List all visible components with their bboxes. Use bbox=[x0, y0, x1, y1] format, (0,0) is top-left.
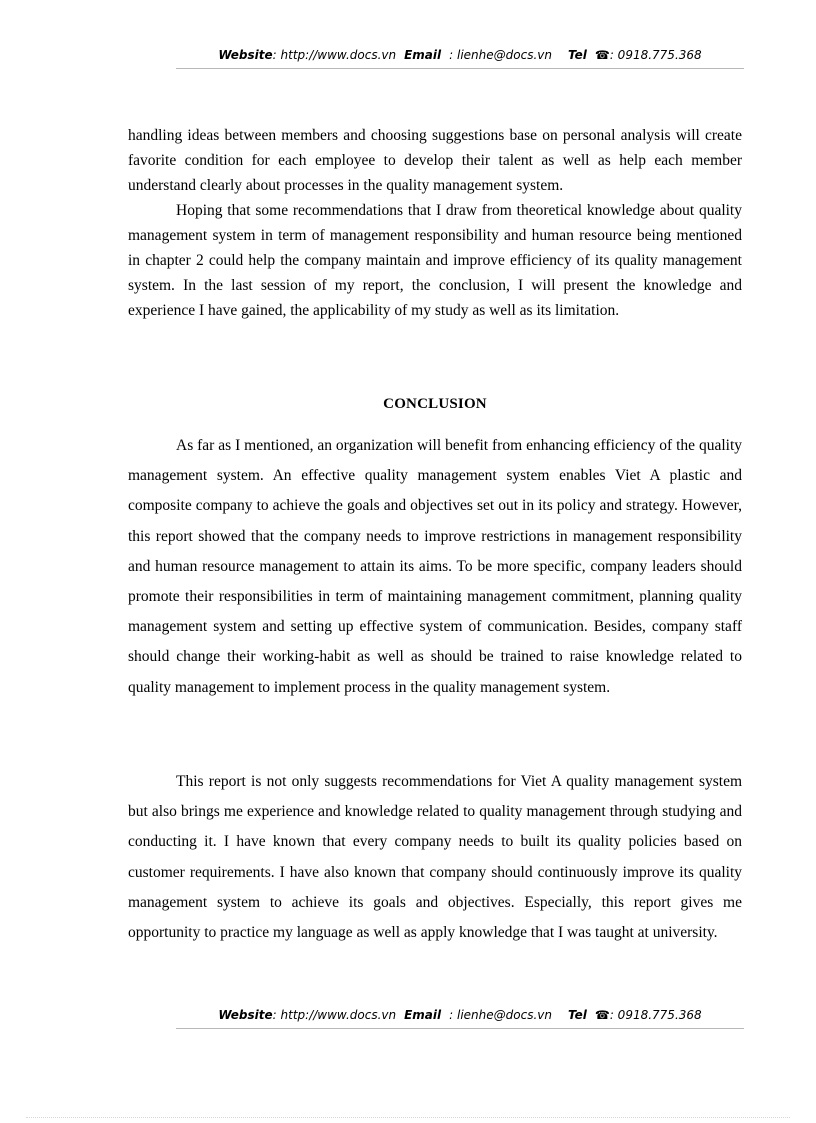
header-website-link[interactable]: : http://www.docs.vn bbox=[272, 48, 397, 62]
body-text-top bbox=[128, 123, 742, 323]
paragraph-conclusion-1: As far as I mentioned, an organization will benefit from enhancing efficiency of the quality management system. An effective quality management system enables Viet A plastic and composite company to achieve the goals and objectives set out in its policy and strategy. However, this report showed that the company needs to improve restrictions in management responsibility and human resource management to attain its aims. To be more specific, company leaders should promote their responsibilities in term of maintaining management commitment, planning quality management system and setting up effective system of communication. Besides, company staff should change their working-habit as well as should be trained to raise knowledge related to quality management to implement process in the quality management system. bbox=[128, 437, 742, 696]
phone-icon: ☎ bbox=[594, 1008, 610, 1022]
page-footer bbox=[176, 1008, 744, 1022]
footer-rule bbox=[176, 1028, 744, 1029]
section-heading: CONCLUSION bbox=[383, 396, 487, 412]
header-tel-value: : 0918.775.368 bbox=[609, 48, 702, 62]
conclusion-body bbox=[128, 431, 742, 703]
paragraph-continuation: handling ideas between members and choosing suggestions base on personal analysis will create favorite condition for each employee to develop their talent as well as help each member understand clearly about processes in the quality management system. bbox=[128, 127, 742, 194]
paragraph-recommendations: Hoping that some recommendations that I draw from theoretical knowledge about quality management system in term of management responsibility and human resource being mentioned in chapter 2 could help the company maintain and improve efficiency of its quality management system. In the last session of my report, the conclusion, I will present the knowledge and experience I have gained, the applicability of my study as well as its limitation. bbox=[128, 202, 742, 319]
paragraph-conclusion-2: This report is not only suggests recommendations for Viet A quality management system but also brings me experience and knowledge related to quality management through studying and conducting it. I have known that every company needs to built its quality policies based on customer requirements. I have also known that company should continuously improve its quality management system to achieve its goals and objectives. Especially, this report gives me opportunity to practice my language as well as apply knowledge that I was taught at university. bbox=[128, 773, 742, 942]
page-header bbox=[176, 48, 744, 62]
footer-tel-label: Tel bbox=[567, 1008, 587, 1022]
footer-email-link[interactable]: : lienhe@docs.vn bbox=[449, 1008, 552, 1022]
phone-icon: ☎ bbox=[594, 48, 610, 62]
header-website-label: Website bbox=[218, 48, 273, 62]
footer-website-label: Website bbox=[218, 1008, 273, 1022]
header-email-label: Email bbox=[404, 48, 442, 62]
footer-website-link[interactable]: : http://www.docs.vn bbox=[272, 1008, 397, 1022]
footer-tel-value: : 0918.775.368 bbox=[609, 1008, 702, 1022]
header-email-link[interactable]: : lienhe@docs.vn bbox=[449, 48, 552, 62]
page-bottom-divider bbox=[26, 1117, 790, 1118]
conclusion-body-2 bbox=[128, 767, 742, 948]
header-tel-label: Tel bbox=[567, 48, 587, 62]
footer-email-label: Email bbox=[404, 1008, 442, 1022]
header-rule bbox=[176, 68, 744, 69]
